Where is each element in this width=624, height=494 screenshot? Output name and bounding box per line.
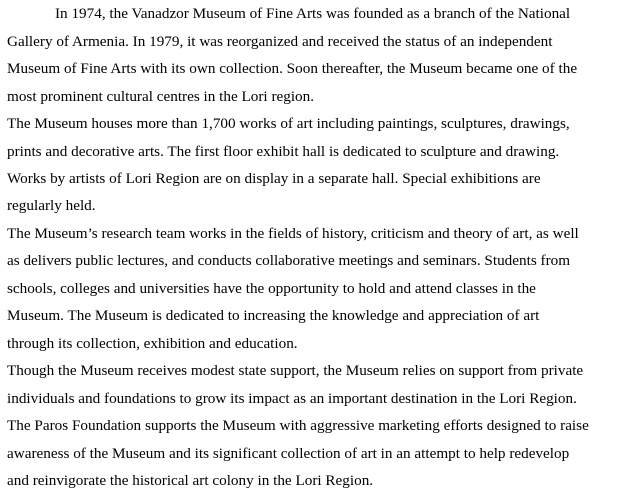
paragraph-4-line-4: awareness of the Museum and its significant collection of art in an attempt to help redevelop [7,445,570,462]
paragraph-4-line-3: The Paros Foundation supports the Museum with aggressive marketing efforts designed to raise [7,417,589,434]
paragraph-3-line-3: schools, colleges and universities have the opportunity to hold and attend classes in the [7,280,536,297]
paragraph-1-line-4: most prominent cultural centres in the Lori region. [7,88,315,105]
paragraph-2-line-2: prints and decorative arts. The first floor exhibit hall is dedicated to sculpture and drawing. [7,143,560,160]
paragraph-3-line-1: The Museum’s research team works in the fields of history, criticism and theory of art, as well [7,225,579,242]
paragraph-2-line-4: regularly held. [7,197,96,214]
paragraph-1-line-1: In 1974, the Vanadzor Museum of Fine Arts was founded as a branch of the National [55,5,571,22]
paragraph-2-line-3: Works by artists of Lori Region are on display in a separate hall. Special exhibitions are [7,170,541,187]
paragraph-4-line-1: Though the Museum receives modest state support, the Museum relies on support from private [7,362,584,379]
paragraph-3-line-4: Museum. The Museum is dedicated to increasing the knowledge and appreciation of art [7,307,540,324]
paragraph-1-line-2: Gallery of Armenia. In 1979, it was reorganized and received the status of an independent [7,33,553,50]
paragraph-2-line-1: The Museum houses more than 1,700 works of art including paintings, sculptures, drawings, [7,115,570,132]
paragraph-3-line-5: through its collection, exhibition and education. [7,335,298,352]
paragraph-3-line-2: as delivers public lectures, and conducts collaborative meetings and seminars. Students from [7,252,571,269]
paragraph-4-line-2: individuals and foundations to grow its impact as an important destination in the Lori Region. [7,390,577,407]
paragraph-4-line-5: and reinvigorate the historical art colony in the Lori Region. [7,472,374,489]
paragraph-1-line-3: Museum of Fine Arts with its own collection. Soon thereafter, the Museum became one of the [7,60,578,77]
